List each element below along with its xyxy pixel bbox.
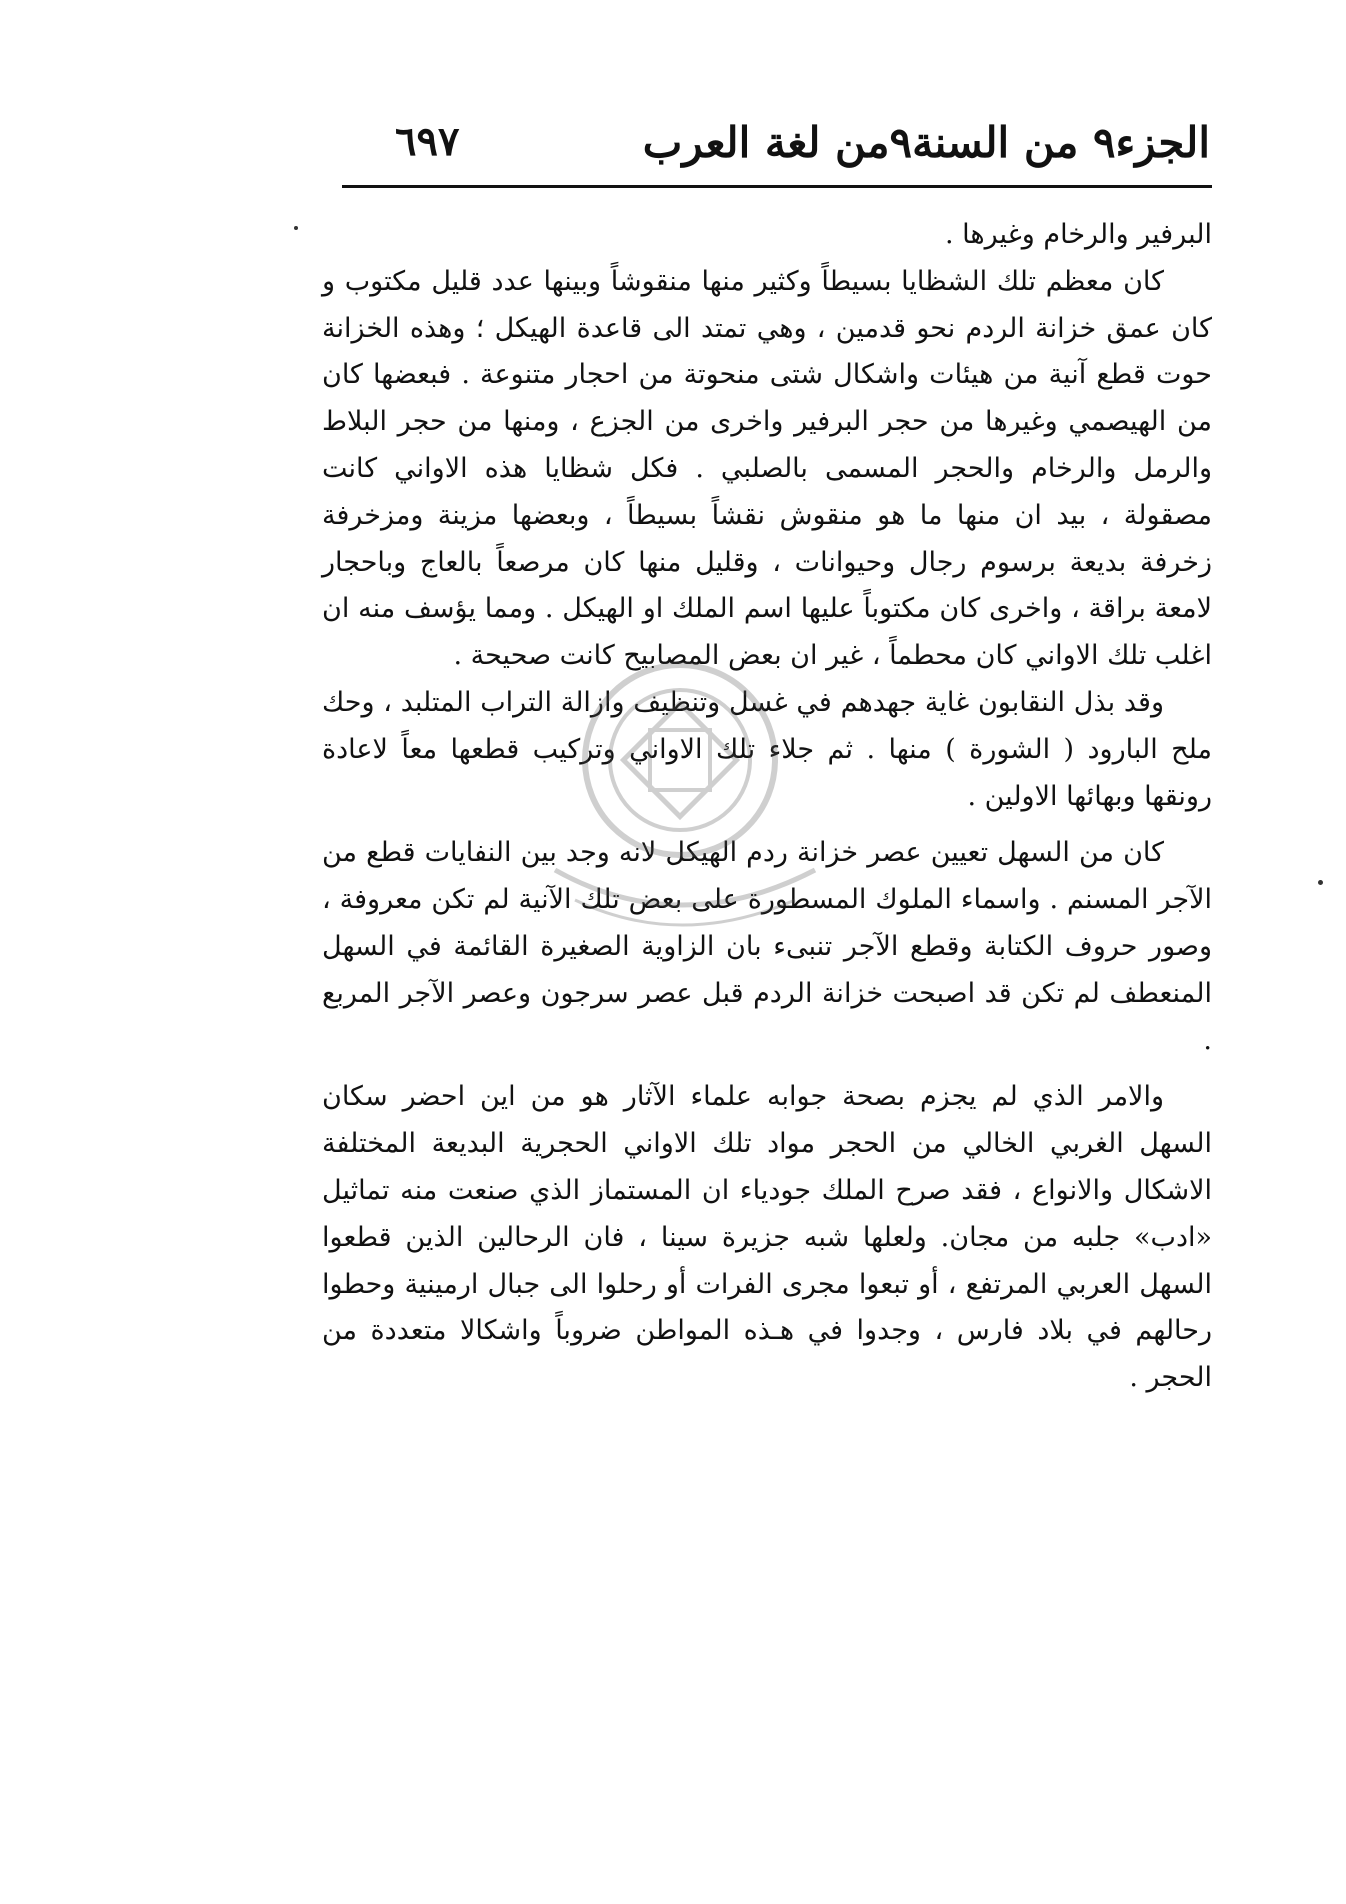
page-number: ٦٩٧ [395, 118, 460, 165]
scan-speck [294, 226, 298, 230]
paragraph-dating: كان من السهل تعيين عصر خزانة ردم الهيكل لانه وجد بين النفايات قطع من الآجر المسنم . واسماء الملوك المسطورة على بعض تلك الآنية لم تكن معروفة ، وصور حروف الكتابة وقطع الآجر تنبىء بان الزاوية الصغيرة القائمة في السهل المنعطف لم تكن قد اصبحت خزانة الردم قبل عصر سرجون وعصر الآجر المربع . [322, 837, 1212, 1056]
page-header [340, 112, 1210, 182]
header-rule [342, 185, 1212, 188]
running-title: الجزء٩ من السنة٩من لغة العرب [642, 118, 1210, 167]
paragraph-fragments: كان معظم تلك الشظايا بسيطاً وكثير منها منقوشاً وبينها عدد قليل مكتوب و كان عمق خزانة الردم نحو قدمين ، وهي تمتد الى قاعدة الهيكل ؛ وهذه الخزانة حوت قطع آنية من هيئات واشكال شتى منحوتة من احجار متنوعة . فبعضها كان من الهيصمي وغيرها من حجر البرفير واخرى من الجزع ، ومنها من حجر البلاط والرمل والرخام والحجر المسمى بالصلبي . فكل شظايا هذه الاواني كانت مصقولة ، بيد ان منها ما هو منقوش نقشاً بسيطاً ، وبعضها مزينة ومزخرفة زخرفة بديعة برسوم رجال وحيوانات ، وقليل منها كان مرصعاً بالعاج وباحجار لامعة براقة ، واخرى كان مكتوباً عليها اسم الملك او الهيكل . ومما يؤسف منه ان اغلب تلك الاواني كان محطماً ، غير ان بعض المصابيح كانت صحيحة . [322, 265, 1212, 672]
paragraph-continuation: البرفير والرخام وغيرها . [944, 219, 1212, 250]
paragraph-cleaning: وقد بذل النقابون غاية جهدهم في غسل وتنظيف وازالة التراب المتلبد ، وحك ملح البارود ( الشورة ) منها . ثم جلاء تلك الاواني وتركيب قطعها معاً لاعادة رونقها وبهائها الاولين . [322, 686, 1212, 812]
body-text [322, 212, 1212, 1402]
scan-speck [1318, 880, 1323, 885]
paragraph-origin: والامر الذي لم يجزم بصحة جوابه علماء الآثار هو من اين احضر سكان السهل الغربي الخالي من الحجر مواد تلك الاواني الحجرية البديعة المختلفة الاشكال والانواع ، فقد صرح الملك جودياء ان المستماز الذي صنعت منه تماثيل «ادب» جلبه من مجان. ولعلها شبه جزيرة سينا ، فان الرحالين الذين قطعوا السهل العربي المرتفع ، أو تبعوا مجرى الفرات أو رحلوا الى جبال ارمينية وحطوا رحالهم في بلاد فارس ، وجدوا في هـذه المواطن ضروباً واشكالا متعددة من الحجر . [322, 1081, 1212, 1394]
